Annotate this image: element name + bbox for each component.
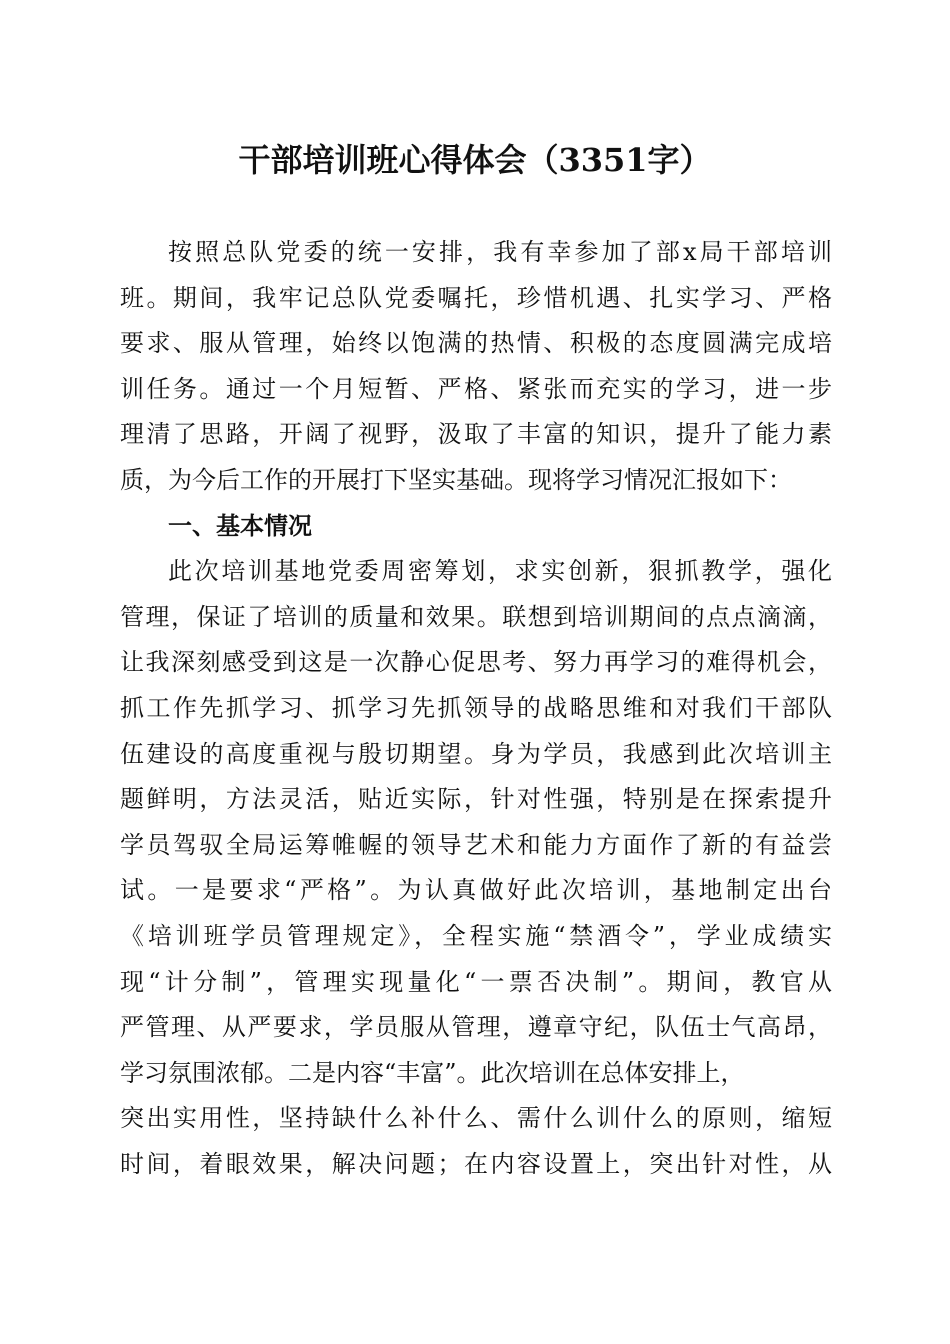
paragraph-2-line-4: 抓工作先抓学习、抓学习先抓领导的战略思维和对我们干部队 xyxy=(120,693,832,722)
paragraph-2-line-3: 让我深刻感受到这是一次静心促思考、努力再学习的难得机会， xyxy=(120,648,832,677)
paragraph-2-line-14: 时间，着眼效果，解决问题；在内容设置上，突出针对性，从 xyxy=(120,1149,832,1178)
paragraph-2-line-6: 题鲜明，方法灵活，贴近实际，针对性强，特别是在探索提升 xyxy=(120,785,832,814)
paragraph-2-line-8: 试。一是要求“严格”。为认真做好此次培训，基地制定出台 xyxy=(120,876,832,905)
paragraph-2-line-2: 管理，保证了培训的质量和效果。联想到培训期间的点点滴滴， xyxy=(120,602,832,631)
paragraph-2-line-7: 学员驾驭全局运筹帷幄的领导艺术和能力方面作了新的有益尝 xyxy=(120,830,832,859)
paragraph-2-line-5: 伍建设的高度重视与殷切期望。身为学员，我感到此次培训主 xyxy=(120,739,832,768)
paragraph-1-line-5: 理清了思路，开阔了视野，汲取了丰富的知识，提升了能力素 xyxy=(120,420,832,449)
paragraph-2-line-12: 学习氛围浓郁。二是内容“丰富”。此次培训在总体安排上， xyxy=(120,1058,745,1087)
paragraph-2-line-13: 突出实用性，坚持缺什么补什么、需什么训什么的原则，缩短 xyxy=(120,1104,832,1133)
paragraph-2-line-11: 严管理、从严要求，学员服从管理，遵章守纪，队伍士气高昂， xyxy=(120,1013,832,1042)
paragraph-1-line-6: 质，为今后工作的开展打下坚实基础。现将学习情况汇报如下： xyxy=(120,465,792,494)
paragraph-2-line-10: 现“计分制”，管理实现量化“一票否决制”。期间，教官从 xyxy=(120,967,832,996)
section-heading: 一、基本情况 xyxy=(168,511,312,540)
paragraph-1-line-1: 按照总队党委的统一安排，我有幸参加了部x局干部培训 xyxy=(168,238,832,266)
paragraph-1-line-4: 训任务。通过一个月短暂、严格、紧张而充实的学习，进一步 xyxy=(120,374,832,403)
paragraph-2-line-1: 此次培训基地党委周密筹划，求实创新，狠抓教学，强化 xyxy=(168,557,832,586)
document-title: 干部培训班心得体会（3351字） xyxy=(238,141,712,179)
paragraph-1-line-3: 要求、服从管理，始终以饱满的热情、积极的态度圆满完成培 xyxy=(120,329,832,358)
paragraph-2-line-9: 《培训班学员管理规定》，全程实施“禁酒令”，学业成绩实 xyxy=(120,921,832,950)
document-body xyxy=(120,230,832,1187)
paragraph-1-line-2: 班。期间，我牢记总队党委嘱托，珍惜机遇、扎实学习、严格 xyxy=(120,283,832,312)
